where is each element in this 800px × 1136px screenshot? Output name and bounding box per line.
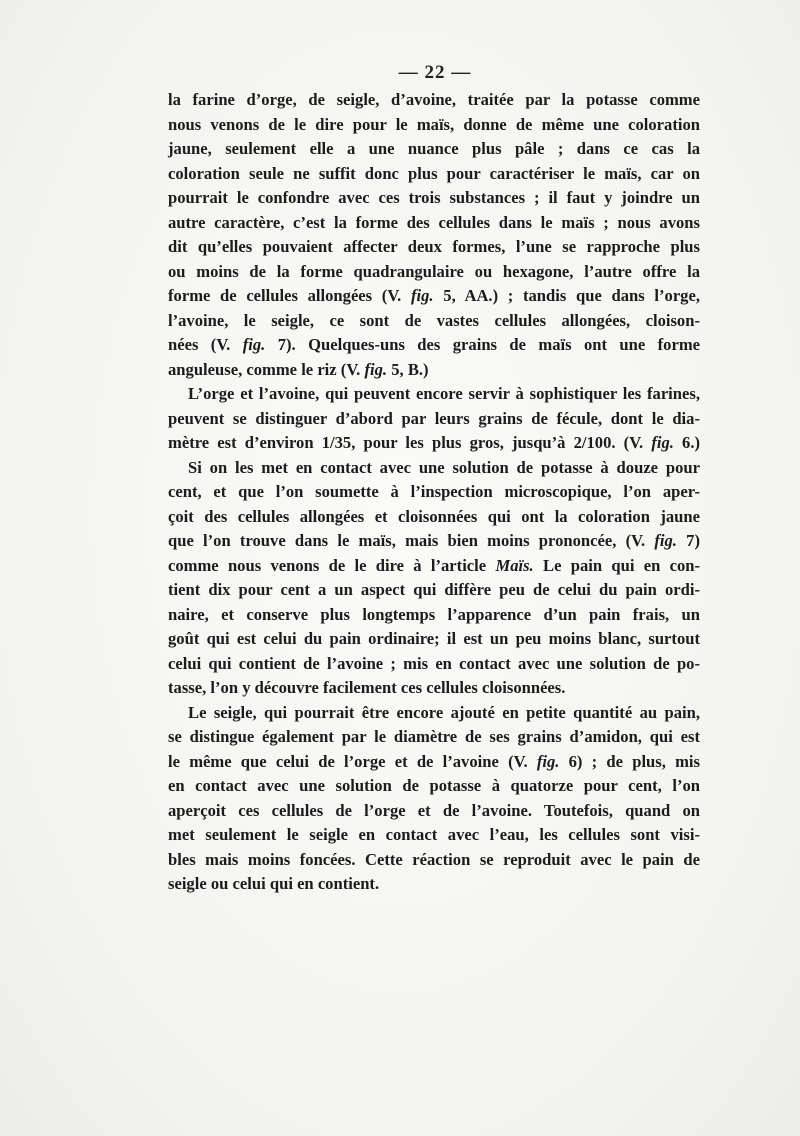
text-line: met seulement le seigle en contact avec l’eau, les cellules sont visi- bbox=[168, 825, 700, 844]
text-line: autre caractère, c’est la forme des cellules dans le maïs ; nous avons bbox=[168, 212, 700, 232]
text-line: naire, et conserve plus longtemps l’apparence d’un pain frais, un bbox=[168, 604, 700, 624]
italic-text: fig. bbox=[536, 751, 560, 771]
text-line: Si on les met en contact avec une solution de potasse à douze pour bbox=[188, 457, 700, 477]
text-line: L’orge et l’avoine, qui peuvent encore servir à sophistiquer les farines, bbox=[188, 384, 700, 403]
italic-text: fig. bbox=[654, 531, 677, 550]
italic-text: fig. bbox=[411, 286, 434, 305]
text-line: tient dix pour cent a un aspect qui diffère peu de celui du pain ordi- bbox=[168, 580, 700, 599]
italic-text: Maïs. bbox=[495, 555, 534, 575]
text-line: nous venons de le dire pour le maïs, donne de même une coloration bbox=[168, 114, 700, 134]
text-line: jaune, seulement elle a une nuance plus pâle ; dans ce cas la bbox=[168, 139, 700, 158]
text-line: se distingue également par le diamètre de ses grains d’amidon, qui est bbox=[168, 727, 700, 746]
text-line: l’avoine, le seigle, ce sont de vastes cellules allongées, cloison- bbox=[168, 310, 700, 330]
text-line: goût qui est celui du pain ordinaire; il est un peu moins blanc, surtout bbox=[168, 629, 700, 648]
text-line: coloration seule ne suffit donc plus pour caractériser le maïs, car on bbox=[168, 163, 700, 183]
italic-text: fig. bbox=[651, 433, 674, 452]
text-line: nées (V. fig. 7). Quelques-uns des grains de maïs ont une forme bbox=[168, 335, 701, 354]
text-line: Le seigle, qui pourrait être encore ajouté en petite quantité au pain, bbox=[188, 702, 700, 722]
text-line: anguleuse, comme le riz (V. fig. 5, B.) bbox=[168, 359, 429, 379]
text-line: pourrait le confondre avec ces trois substances ; il faut y joindre un bbox=[168, 188, 700, 207]
text-line: dit qu’elles pouvaient affecter deux formes, l’une se rapproche plus bbox=[168, 237, 700, 256]
text-line: cent, et que l’on soumette à l’inspection microscopique, l’on aper- bbox=[168, 482, 700, 501]
text-line: le même que celui de l’orge et de l’avoine (V. fig. 6) ; de plus, mis bbox=[168, 751, 700, 771]
text-line: comme nous venons de le dire à l’article Maïs. Le pain qui en con- bbox=[168, 555, 701, 575]
text-line: la farine d’orge, de seigle, d’avoine, traitée par la potasse comme bbox=[168, 90, 700, 109]
text-line: aperçoit ces cellules de l’orge et de l’avoine. Toutefois, quand on bbox=[168, 800, 700, 820]
text-line: tasse, l’on y découvre facilement ces cellules cloisonnées. bbox=[168, 678, 566, 697]
page-number: — 22 — bbox=[398, 62, 472, 83]
text-line: celui qui contient de l’avoine ; mis en contact avec une solution de po- bbox=[168, 653, 700, 673]
text-line: ou moins de la forme quadrangulaire ou hexagone, l’autre offre la bbox=[168, 261, 700, 281]
text-line: forme de cellules allongées (V. fig. 5, AA.) ; tandis que dans l’orge, bbox=[168, 286, 700, 305]
italic-text: fig. bbox=[242, 335, 266, 354]
text-line: en contact avec une solution de potasse à quatorze pour cent, l’on bbox=[168, 776, 700, 795]
text-line: çoit des cellules allongées et cloisonnées qui ont la coloration jaune bbox=[168, 506, 700, 526]
text-line: mètre est d’environ 1/35, pour les plus gros, jusqu’à 2/100. (V. fig. 6.) bbox=[168, 433, 700, 452]
italic-text: fig. bbox=[364, 359, 388, 379]
text-line: peuvent se distinguer d’abord par leurs grains de fécule, dont le dia- bbox=[168, 408, 700, 428]
text-line: que l’on trouve dans le maïs, mais bien moins prononcée, (V. fig. 7) bbox=[168, 531, 700, 550]
body-text bbox=[168, 88, 700, 897]
text-line: seigle ou celui qui en contient. bbox=[168, 874, 380, 893]
text-line: bles mais moins foncées. Cette réaction se reproduit avec le pain de bbox=[168, 849, 700, 869]
